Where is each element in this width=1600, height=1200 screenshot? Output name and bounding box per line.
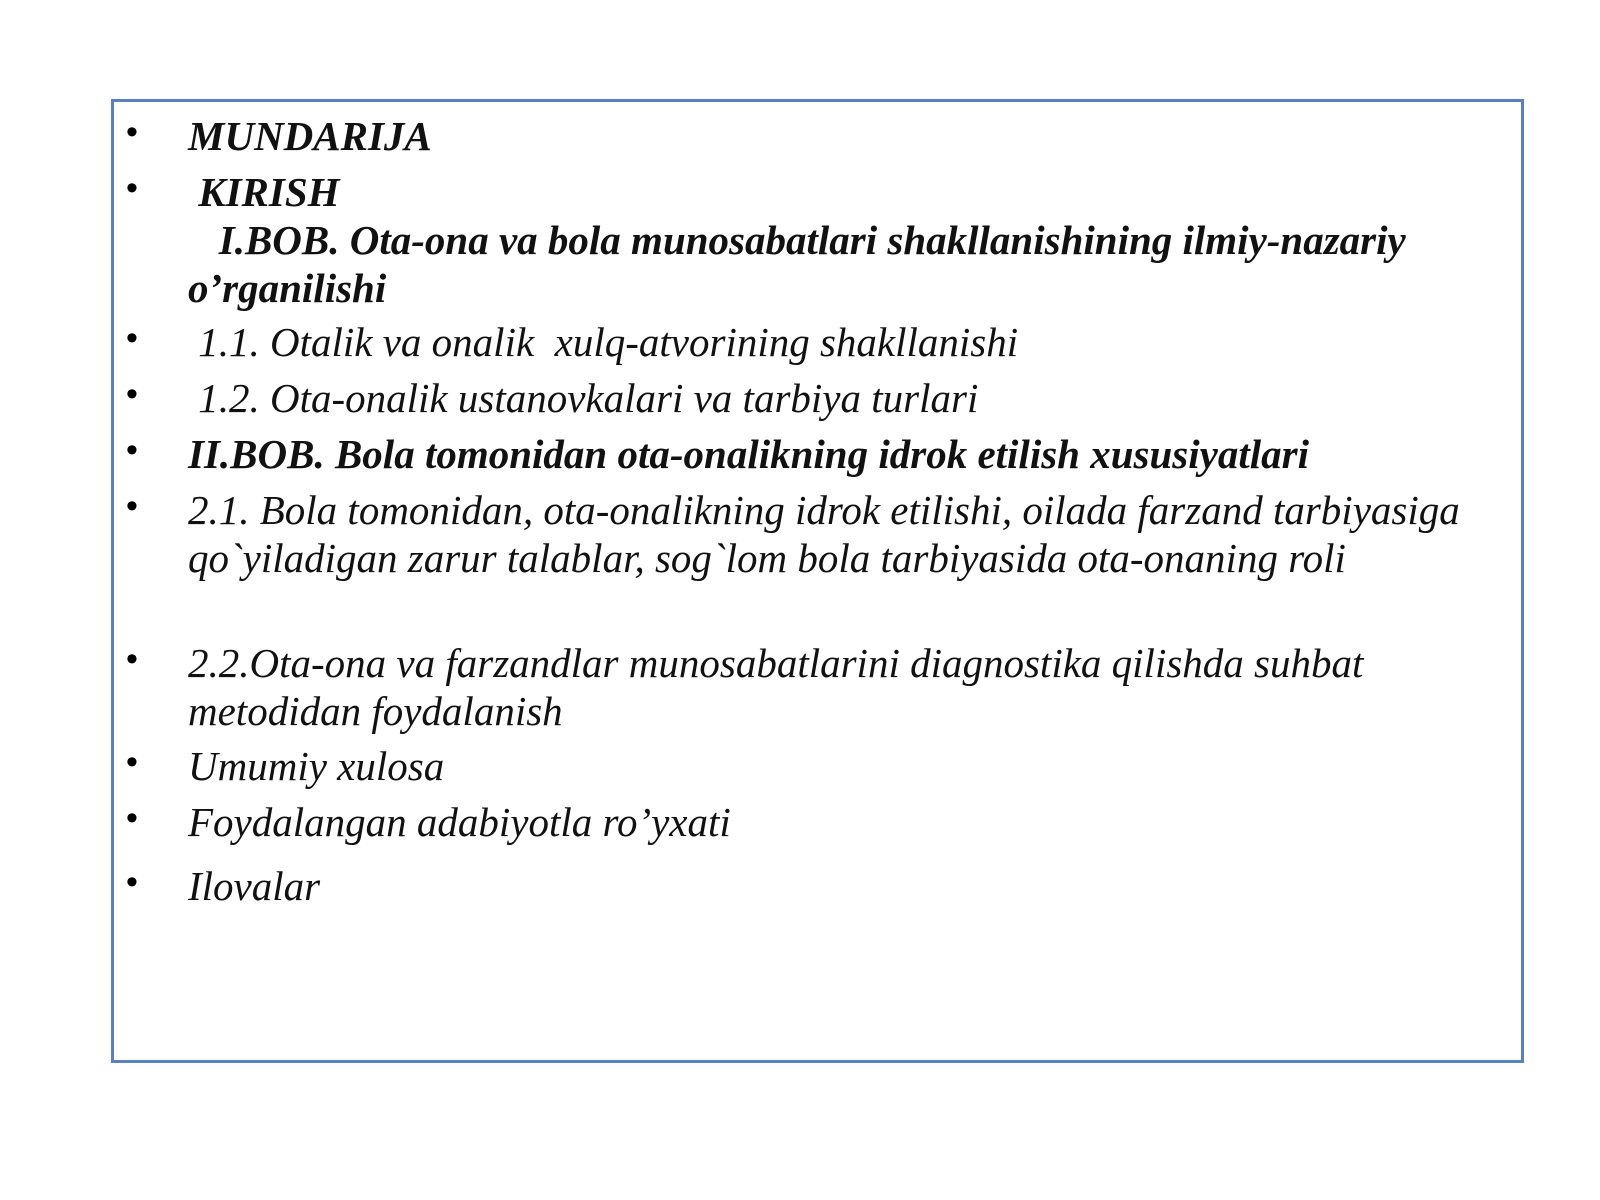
bullet-icon: •: [126, 799, 138, 837]
bullet-icon: •: [126, 640, 138, 678]
bullet-icon: •: [126, 319, 138, 357]
toc-item-text: KIRISH I.BOB. Ota-ona va bola munosabatlari shakllanishining ilmiy-nazariy o’rganilishi: [188, 169, 1406, 311]
toc-item-text: 1.1. Otalik va onalik xulq-atvorining shakllanishi: [188, 319, 1019, 365]
bullet-icon: •: [126, 863, 138, 901]
bullet-icon: •: [126, 431, 138, 469]
toc-item-text: Foydalangan adabiyotla ro’yxati: [188, 799, 731, 845]
bullet-icon: •: [126, 375, 138, 413]
bullet-icon: •: [126, 113, 138, 151]
toc-item-text: Umumiy xulosa: [188, 743, 445, 789]
toc-item-text: 2.2.Ota-ona va farzandlar munosabatlarini diagnostika qilishda suhbat metodidan foydalanish: [188, 640, 1374, 734]
bullet-icon: •: [126, 169, 138, 207]
toc-item-text: 1.2. Ota-onalik ustanovkalari va tarbiya turlari: [188, 375, 979, 421]
toc-heading: MUNDARIJA: [188, 113, 432, 159]
bullet-icon: •: [126, 743, 138, 781]
toc-item-text: Ilovalar: [188, 863, 321, 909]
toc-item-text: 2.1. Bola tomonidan, ota-onalikning idrok etilishi, oilada farzand tarbiyasiga qo`yiladigan zarur talablar, sog`lom bola tarbiyasida ota-onaning roli: [188, 487, 1470, 581]
bullet-icon: •: [126, 487, 138, 525]
toc-item-text: II.BOB. Bola tomonidan ota-onalikning idrok etilish xususiyatlari: [188, 431, 1309, 477]
